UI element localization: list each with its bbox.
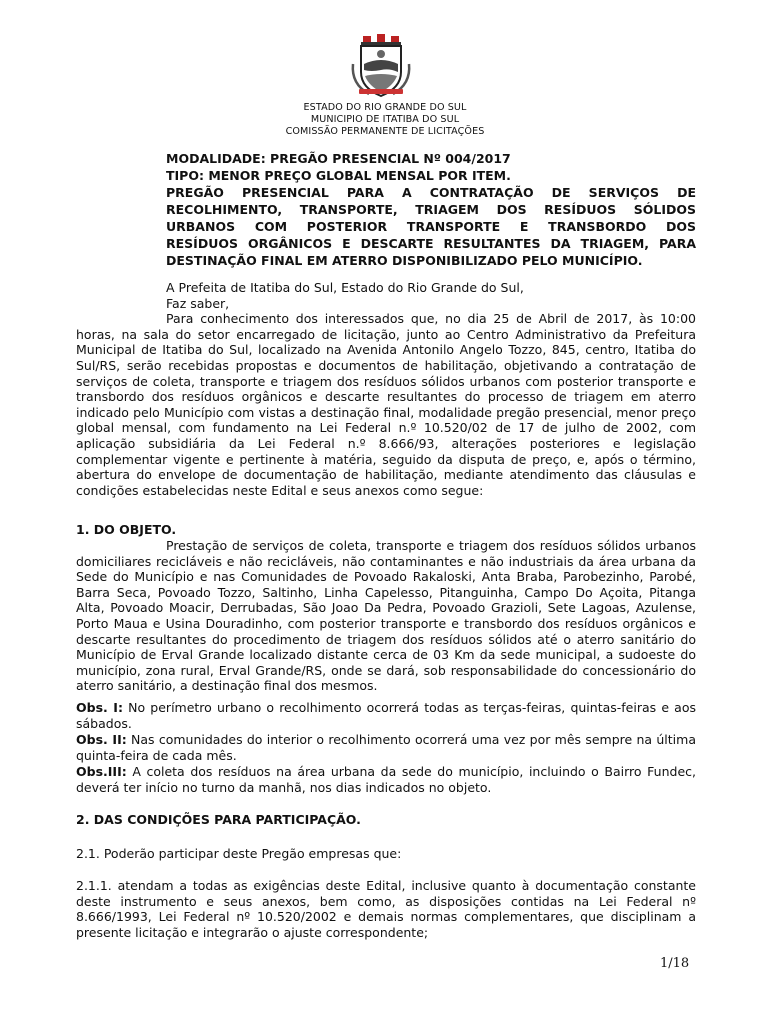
letterhead-state: ESTADO DO RIO GRANDE DO SUL [303, 102, 467, 113]
heading-block [166, 150, 696, 269]
obs-2-text: Nas comunidades do interior o recolhimento ocorrerá uma vez por mês sempre na última quinta-feira de cada mês. [76, 732, 696, 763]
item-2-1-1: 2.1.1. atendam a todas as exigências deste Edital, inclusive quanto à documentação constante deste instrumento e seus anexos, bem como, as disposições contidas na Lei Federal nº 8.666/1993, Lei Federal nº 10.520/2002 e demais normas complementares, que disciplinam a presente licitação e integrarão o ajuste correspondente; [76, 878, 696, 940]
objeto-heading-line: DESTINAÇÃO FINAL EM ATERRO DISPONIBILIZADO PELO MUNICÍPIO. [166, 253, 643, 268]
tipo-line: TIPO: MENOR PREÇO GLOBAL MENSAL POR ITEM. [166, 168, 511, 183]
modalidade-line: MODALIDADE: PREGÃO PRESENCIAL Nº 004/2017 [166, 151, 511, 166]
letterhead-municipality: MUNICIPIO DE ITATIBA DO SUL [310, 114, 460, 125]
page-number: 1/18 [660, 956, 690, 971]
intro-block [76, 280, 696, 498]
section-1-paragraph: Prestação de serviços de coleta, transporte e triagem dos resíduos sólidos urbanos domiciliares recicláveis e não recicláveis, não contaminantes e não industriais da área urbana da Sede do Município e nas Comunidades de Povoado Rakaloski, Anta Braba, Parobezinho, Parobé, Barra Seca, Povoado Tozzo, Saltinho, Linha Capelesso, Pitanguinha, Campo Do Açoita, Pitanga Alta, Povoado Moacir, Derrubadas, São Joao Da Pedra, Povoado Grazioli, Sete Lagoas, Azulense, Porto Maua e Usina Douradinho, com posterior transporte e transbordo dos resíduos orgânicos e descarte resultantes do procedimento de triagem dos resíduos sólidos até o aterro sanitário do Município de Erval Grande localizado distante cerca de 03 Km da sede municipal, a sudoeste do município, zona rural, Erval Grande/RS, onde se dará, sob responsabilidade do concessionário do aterro sanitário, a destinação final dos mesmos. [76, 538, 696, 694]
obs-1-label: Obs. I: [76, 700, 123, 715]
section-2-title: 2. DAS CONDIÇÕES PARA PARTICIPAÇÃO. [76, 812, 361, 827]
objeto-heading-line: URBANOS COM POSTERIOR TRANSPORTE E TRANSBORDO DOS [166, 219, 696, 234]
objeto-heading-line: PREGÃO PRESENCIAL PARA A CONTRATAÇÃO DE SERVIÇOS DE [166, 185, 696, 200]
obs-1-text: No perímetro urbano o recolhimento ocorrerá todas as terças-feiras, quintas-feiras e aos sábados. [76, 700, 696, 731]
objeto-heading-line: RECOLHIMENTO, TRANSPORTE, TRIAGEM DOS RESÍDUOS SÓLIDOS [166, 202, 696, 217]
municipal-crest-icon [349, 34, 413, 98]
intro-faz-saber-line: Faz saber, [166, 295, 230, 311]
letterhead-commission: COMISSÃO PERMANENTE DE LICITAÇÕES [285, 126, 485, 137]
obs-1 [76, 700, 696, 731]
obs-2-label: Obs. II: [76, 732, 127, 747]
obs-3 [76, 764, 696, 795]
intro-prefeita-line: A Prefeita de Itatiba do Sul, Estado do Rio Grande do Sul, [166, 280, 524, 295]
objeto-heading-line: RESÍDUOS ORGÂNICOS E DESCARTE RESULTANTES DA TRIAGEM, PARA [166, 236, 696, 251]
obs-3-text: A coleta dos resíduos na área urbana da sede do município, incluindo o Bairro Fundec, deverá ter início no turno da manhã, nos dias indicados no objeto. [76, 764, 696, 795]
intro-paragraph: Para conhecimento dos interessados que, no dia 25 de Abril de 2017, às 10:00 horas, na sala do setor encarregado de licitação, junto ao Centro Administrativo da Prefeitura Municipal de Itatiba do Sul, localizado na Avenida Antonilo Angelo Tozzo, 845, centro, Itatiba do Sul/RS, serão recebidas propostas e documentos de habilitação, objetivando a contratação de serviços de coleta, transporte e triagem dos resíduos sólidos urbanos com posterior transporte e transbordo dos resíduos orgânicos e descarte resultantes do processo de triagem em aterro indicado pelo Município com vistas a destinação final, modalidade pregão presencial, menor preço global mensal, com fundamento na Lei Federal n.º 10.520/02 de 17 de julho de 2002, com aplicação subsidiária da Lei Federal n.º 8.666/93, alterações posteriores e legislação complementar vigente e pertinente à matéria, seguido da disputa de preço, e, após o término, abertura do envelope de documentação de habilitação, mediante atendimento das cláusulas e condições estabelecidas neste Edital e seus anexos como segue: [76, 311, 696, 498]
section-1-title: 1. DO OBJETO. [76, 522, 177, 537]
obs-3-label: Obs.III: [76, 764, 127, 779]
item-2-1: 2.1. Poderão participar deste Pregão empresas que: [76, 846, 402, 861]
obs-2 [76, 732, 696, 763]
